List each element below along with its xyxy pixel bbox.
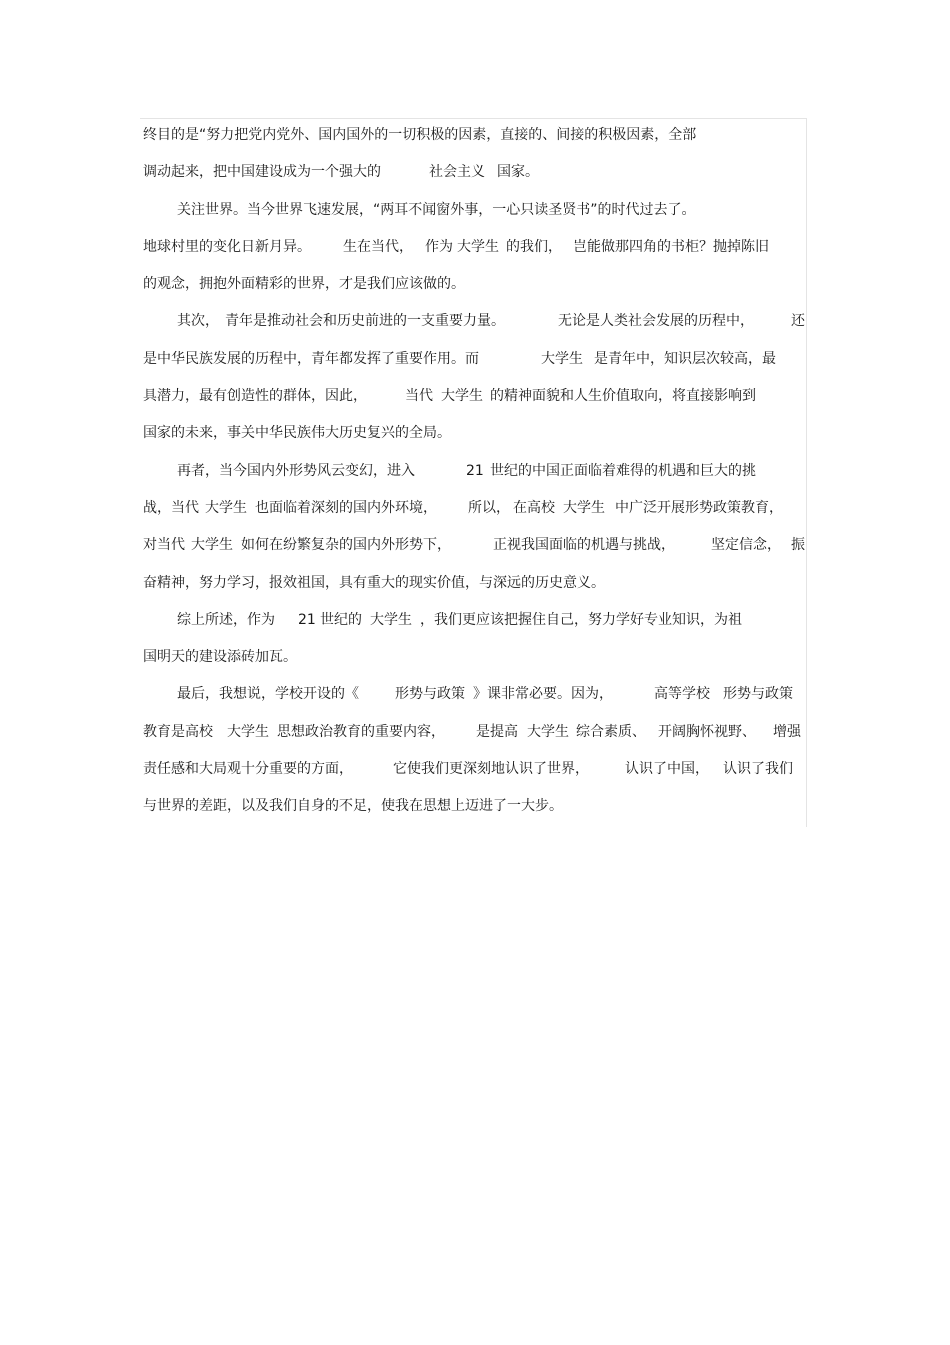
text-segment: 开阔胸怀视野、	[658, 723, 756, 740]
text-segment: 世纪的中国正面临着难得的机遇和巨大的挑	[490, 462, 756, 479]
text-segment: 》课非常必要。因为，	[473, 686, 613, 703]
text-line	[143, 420, 813, 457]
text-line	[143, 346, 813, 383]
text-segment: 国家的未来，事关中华民族伟大历史复兴的全局。	[143, 425, 451, 442]
text-segment: 21	[466, 462, 484, 479]
text-segment: 最后，我想说，学校开设的《	[177, 686, 359, 703]
text-segment: 坚定信念，	[711, 537, 781, 554]
text-line	[143, 644, 813, 681]
text-segment: 是提高	[476, 723, 518, 740]
text-segment: 21	[298, 611, 316, 628]
text-line	[143, 719, 813, 756]
text-line	[143, 570, 813, 607]
text-segment: 岂能做那四角的书柜？抛掉陈旧	[573, 238, 769, 255]
text-line	[143, 308, 813, 345]
text-segment: 对当代	[143, 537, 185, 554]
text-segment: 大学生	[370, 611, 412, 628]
text-segment: 思想政治教育的重要内容，	[277, 723, 445, 740]
text-segment: 的我们，	[506, 238, 562, 255]
text-segment: 形势与政策	[395, 686, 465, 703]
text-line	[143, 681, 813, 718]
text-line	[143, 159, 813, 196]
text-segment: 教育是高校	[143, 723, 213, 740]
text-line	[143, 383, 813, 420]
text-segment: 大学生	[205, 499, 247, 516]
text-segment: 在高校	[513, 499, 555, 516]
text-segment: 的精神面貌和人生价值取向，将直接影响到	[490, 388, 756, 405]
text-segment: 大学生	[541, 350, 583, 367]
text-segment: 战，当代	[143, 499, 199, 516]
text-segment: 具潜力，最有创造性的群体，因此，	[143, 388, 367, 405]
text-segment: 综上所述，作为	[177, 611, 275, 628]
text-segment: 国明天的建设添砖加瓦。	[143, 649, 297, 666]
text-segment: 振	[791, 537, 805, 554]
document-body	[143, 122, 813, 831]
text-segment: 当代	[405, 388, 433, 405]
text-segment: 世纪的	[320, 611, 362, 628]
text-line	[143, 756, 813, 793]
text-segment: 与世界的差距，以及我们自身的不足，使我在思想上迈进了一大步。	[143, 798, 563, 815]
text-segment: 综合素质、	[576, 723, 646, 740]
text-segment: 也面临着深刻的国内外环境，	[255, 499, 437, 516]
text-segment: 地球村里的变化日新月异。	[143, 238, 311, 255]
text-segment: 增强	[773, 723, 801, 740]
text-segment: 关注世界。当今世界飞速发展，“两耳不闻窗外事，一心只读圣贤书”的时代过去了。	[177, 201, 696, 218]
text-segment: 的观念，拥抱外面精彩的世界，才是我们应该做的。	[143, 276, 465, 293]
text-line	[143, 458, 813, 495]
text-segment: 青年是推动社会和历史前进的一支重要力量。	[225, 313, 505, 330]
text-segment: 大学生	[563, 499, 605, 516]
text-line	[143, 271, 813, 308]
text-segment: 大学生	[441, 388, 483, 405]
text-segment: 大学生	[457, 238, 499, 255]
text-segment: 所以，	[468, 499, 510, 516]
text-segment: 再者，当今国内外形势风云变幻，进入	[177, 462, 415, 479]
text-line	[143, 197, 813, 234]
text-segment: 生在当代，	[343, 238, 413, 255]
text-segment: 其次，	[177, 313, 219, 330]
text-line	[143, 495, 813, 532]
text-line	[143, 122, 813, 159]
text-segment: 大学生	[191, 537, 233, 554]
text-segment: 正视我国面临的机遇与挑战，	[493, 537, 675, 554]
text-segment: ，我们更应该把握住自己，努力学好专业知识，为祖	[420, 611, 742, 628]
text-segment: 调动起来，把中国建设成为一个强大的	[143, 164, 381, 181]
text-segment: 终目的是“努力把党内党外、国内国外的一切积极的因素，直接的、间接的积极因素，全部	[143, 127, 697, 143]
text-line	[143, 234, 813, 271]
text-line	[143, 532, 813, 569]
text-segment: 如何在纷繁复杂的国内外形势下，	[241, 537, 451, 554]
text-line	[143, 793, 813, 830]
text-segment: 认识了中国，	[625, 761, 709, 778]
text-segment: 大学生	[227, 723, 269, 740]
text-segment: 责任感和大局观十分重要的方面，	[143, 761, 353, 778]
text-segment: 中广泛开展形势政策教育，	[615, 499, 783, 516]
text-line	[143, 607, 813, 644]
text-segment: 认识了我们	[723, 761, 793, 778]
text-segment: 还	[791, 313, 805, 330]
text-segment: 奋精神，努力学习，报效祖国，具有重大的现实价值，与深远的历史意义。	[143, 574, 605, 591]
text-segment: 大学生	[527, 723, 569, 740]
text-segment: 它使我们更深刻地认识了世界，	[393, 761, 589, 778]
text-segment: 国家。	[497, 164, 539, 181]
text-segment: 高等学校	[654, 686, 710, 703]
text-segment: 形势与政策	[723, 686, 793, 703]
text-segment: 作为	[425, 238, 453, 255]
text-segment: 无论是人类社会发展的历程中，	[558, 313, 754, 330]
text-segment: 是中华民族发展的历程中，青年都发挥了重要作用。而	[143, 350, 479, 367]
text-segment: 是青年中，知识层次较高，最	[594, 350, 776, 367]
text-segment: 社会主义	[429, 164, 485, 181]
